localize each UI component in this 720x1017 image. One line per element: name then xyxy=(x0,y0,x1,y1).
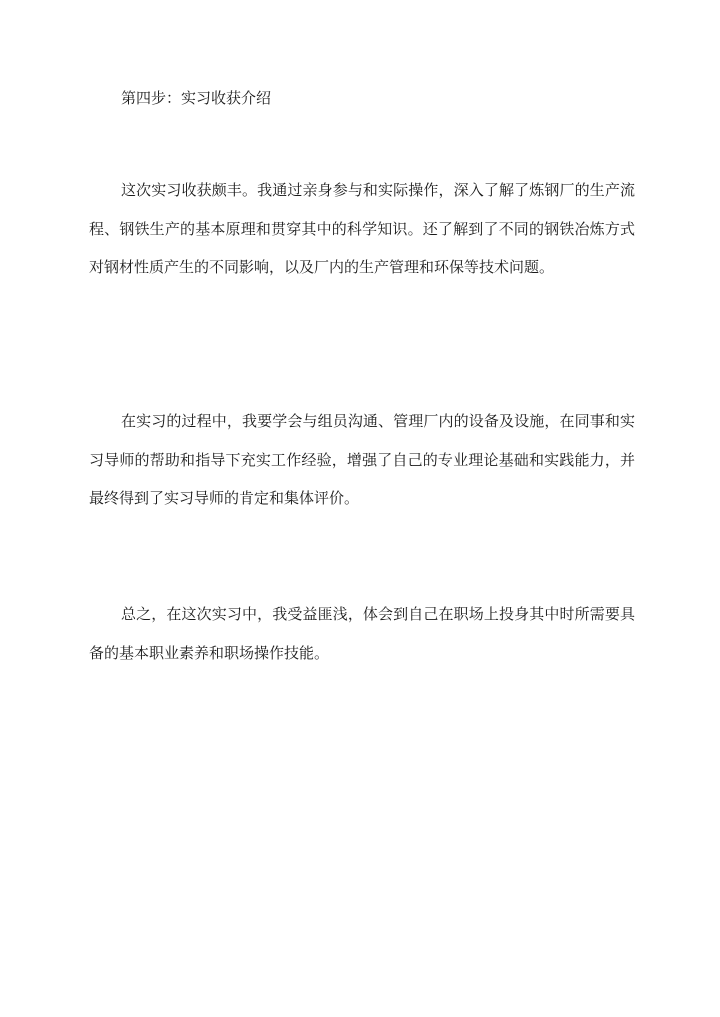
paragraph-process: 在实习的过程中，我要学会与组员沟通、管理厂内的设备及设施，在同事和实习导师的帮助和指导下充实工作经验，增强了自己的专业理论基础和实践能力，并最终得到了实习导师的肯定和集体评价。 xyxy=(89,412,635,507)
paragraph-gains: 这次实习收获颇丰。我通过亲身参与和实际操作，深入了解了炼钢厂的生产流程、钢铁生产的基本原理和贯穿其中的科学知识。还了解到了不同的钢铁冶炼方式对钢材性质产生的不同影响，以及厂内的生产管理和环保等技术问题。 xyxy=(89,181,635,276)
paragraph-summary: 总之，在这次实习中，我受益匪浅，体会到自己在职场上投身其中时所需要具备的基本职业素养和职场操作技能。 xyxy=(89,605,635,662)
section-heading: 第四步：实习收获介绍 xyxy=(121,89,272,107)
